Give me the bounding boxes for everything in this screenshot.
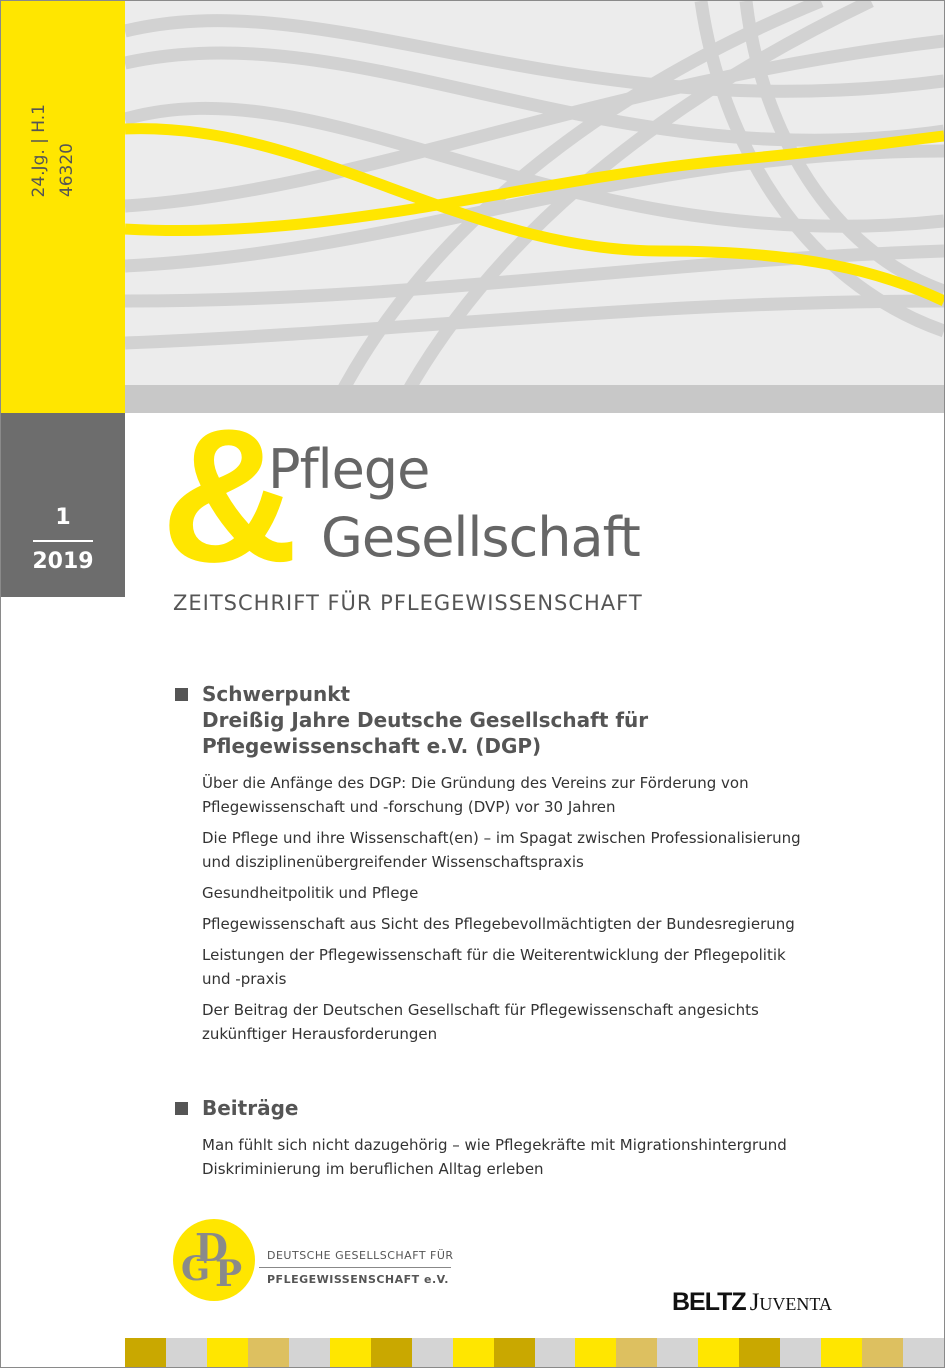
section-beitraege [175,1095,865,1188]
article-item: Der Beitrag der Deutschen Gesellschaft für Pflegewissenschaft angesichts zukünftiger Herausforderungen [202,1001,759,1043]
volume-info [29,27,89,197]
dgp-name-line2: PFLEGEWISSENSCHAFT e.V. [267,1273,449,1286]
section-heading [175,1095,865,1121]
dgp-logo-letter: P [215,1253,243,1295]
article-item: Man fühlt sich nicht dazugehörig – wie Pflegekräfte mit Migrationshintergrund Diskriminierung im beruflichen Alltag erleben [202,1136,787,1178]
issue-box [1,413,125,597]
section-title: Schwerpunkt [202,682,351,706]
section-heading [175,681,865,759]
section-title: Pflegewissenschaft e.V. (DGP) [202,734,542,758]
article-list [202,1133,865,1181]
journal-title-line1: Pflege [268,438,430,501]
section-title: Dreißig Jahre Deutsche Gesellschaft für [202,708,649,732]
header-wave-art [1,1,944,413]
bottom-color-stripe [125,1338,944,1367]
issue-year: 2019 [32,549,94,574]
dgp-name-line1: DEUTSCHE GESELLSCHAFT FÜR [267,1249,454,1262]
square-bullet-icon [175,688,188,701]
section-title: Beiträge [202,1096,299,1120]
section-schwerpunkt [175,681,865,1053]
journal-title-line2: Gesellschaft [321,506,640,569]
issue-number: 1 [55,505,71,530]
square-bullet-icon [175,1102,188,1115]
article-item: Pflegewissenschaft aus Sicht des Pflegebevollmächtigten der Bundesregierung [202,915,795,933]
article-item: Leistungen der Pflegewissenschaft für die Weiterentwicklung der Pflegepolitik und -praxis [202,946,786,988]
article-item: Gesundheitpolitik und Pflege [202,884,419,902]
issue-divider [33,540,93,542]
article-item: Über die Anfänge des DGP: Die Gründung des Vereins zur Förderung von Pflegewissenschaft und -forschung (DVP) vor 30 Jahren [202,774,749,816]
journal-subtitle: ZEITSCHRIFT FÜR PFLEGEWISSENSCHAFT [173,591,643,615]
dgp-divider [259,1267,451,1268]
publisher-logo [672,1288,832,1317]
article-item: Die Pflege und ihre Wissenschaft(en) – im Spagat zwischen Professionalisierung und disziplinenübergreifender Wissenschaftspraxis [202,829,801,871]
article-list [202,771,865,1046]
dgp-logo-letter: D [195,1225,228,1270]
publisher-name-juventa: Juventa [749,1289,832,1316]
dgp-logo [173,1219,255,1301]
publisher-name-beltz: BELTZ [672,1288,746,1316]
ampersand-logo: & [161,390,299,602]
volume-issue-label: 24.Jg. | H.1 [29,103,49,197]
issn-number: 46320 [57,142,77,197]
dgp-logo-letter: G [181,1249,211,1289]
